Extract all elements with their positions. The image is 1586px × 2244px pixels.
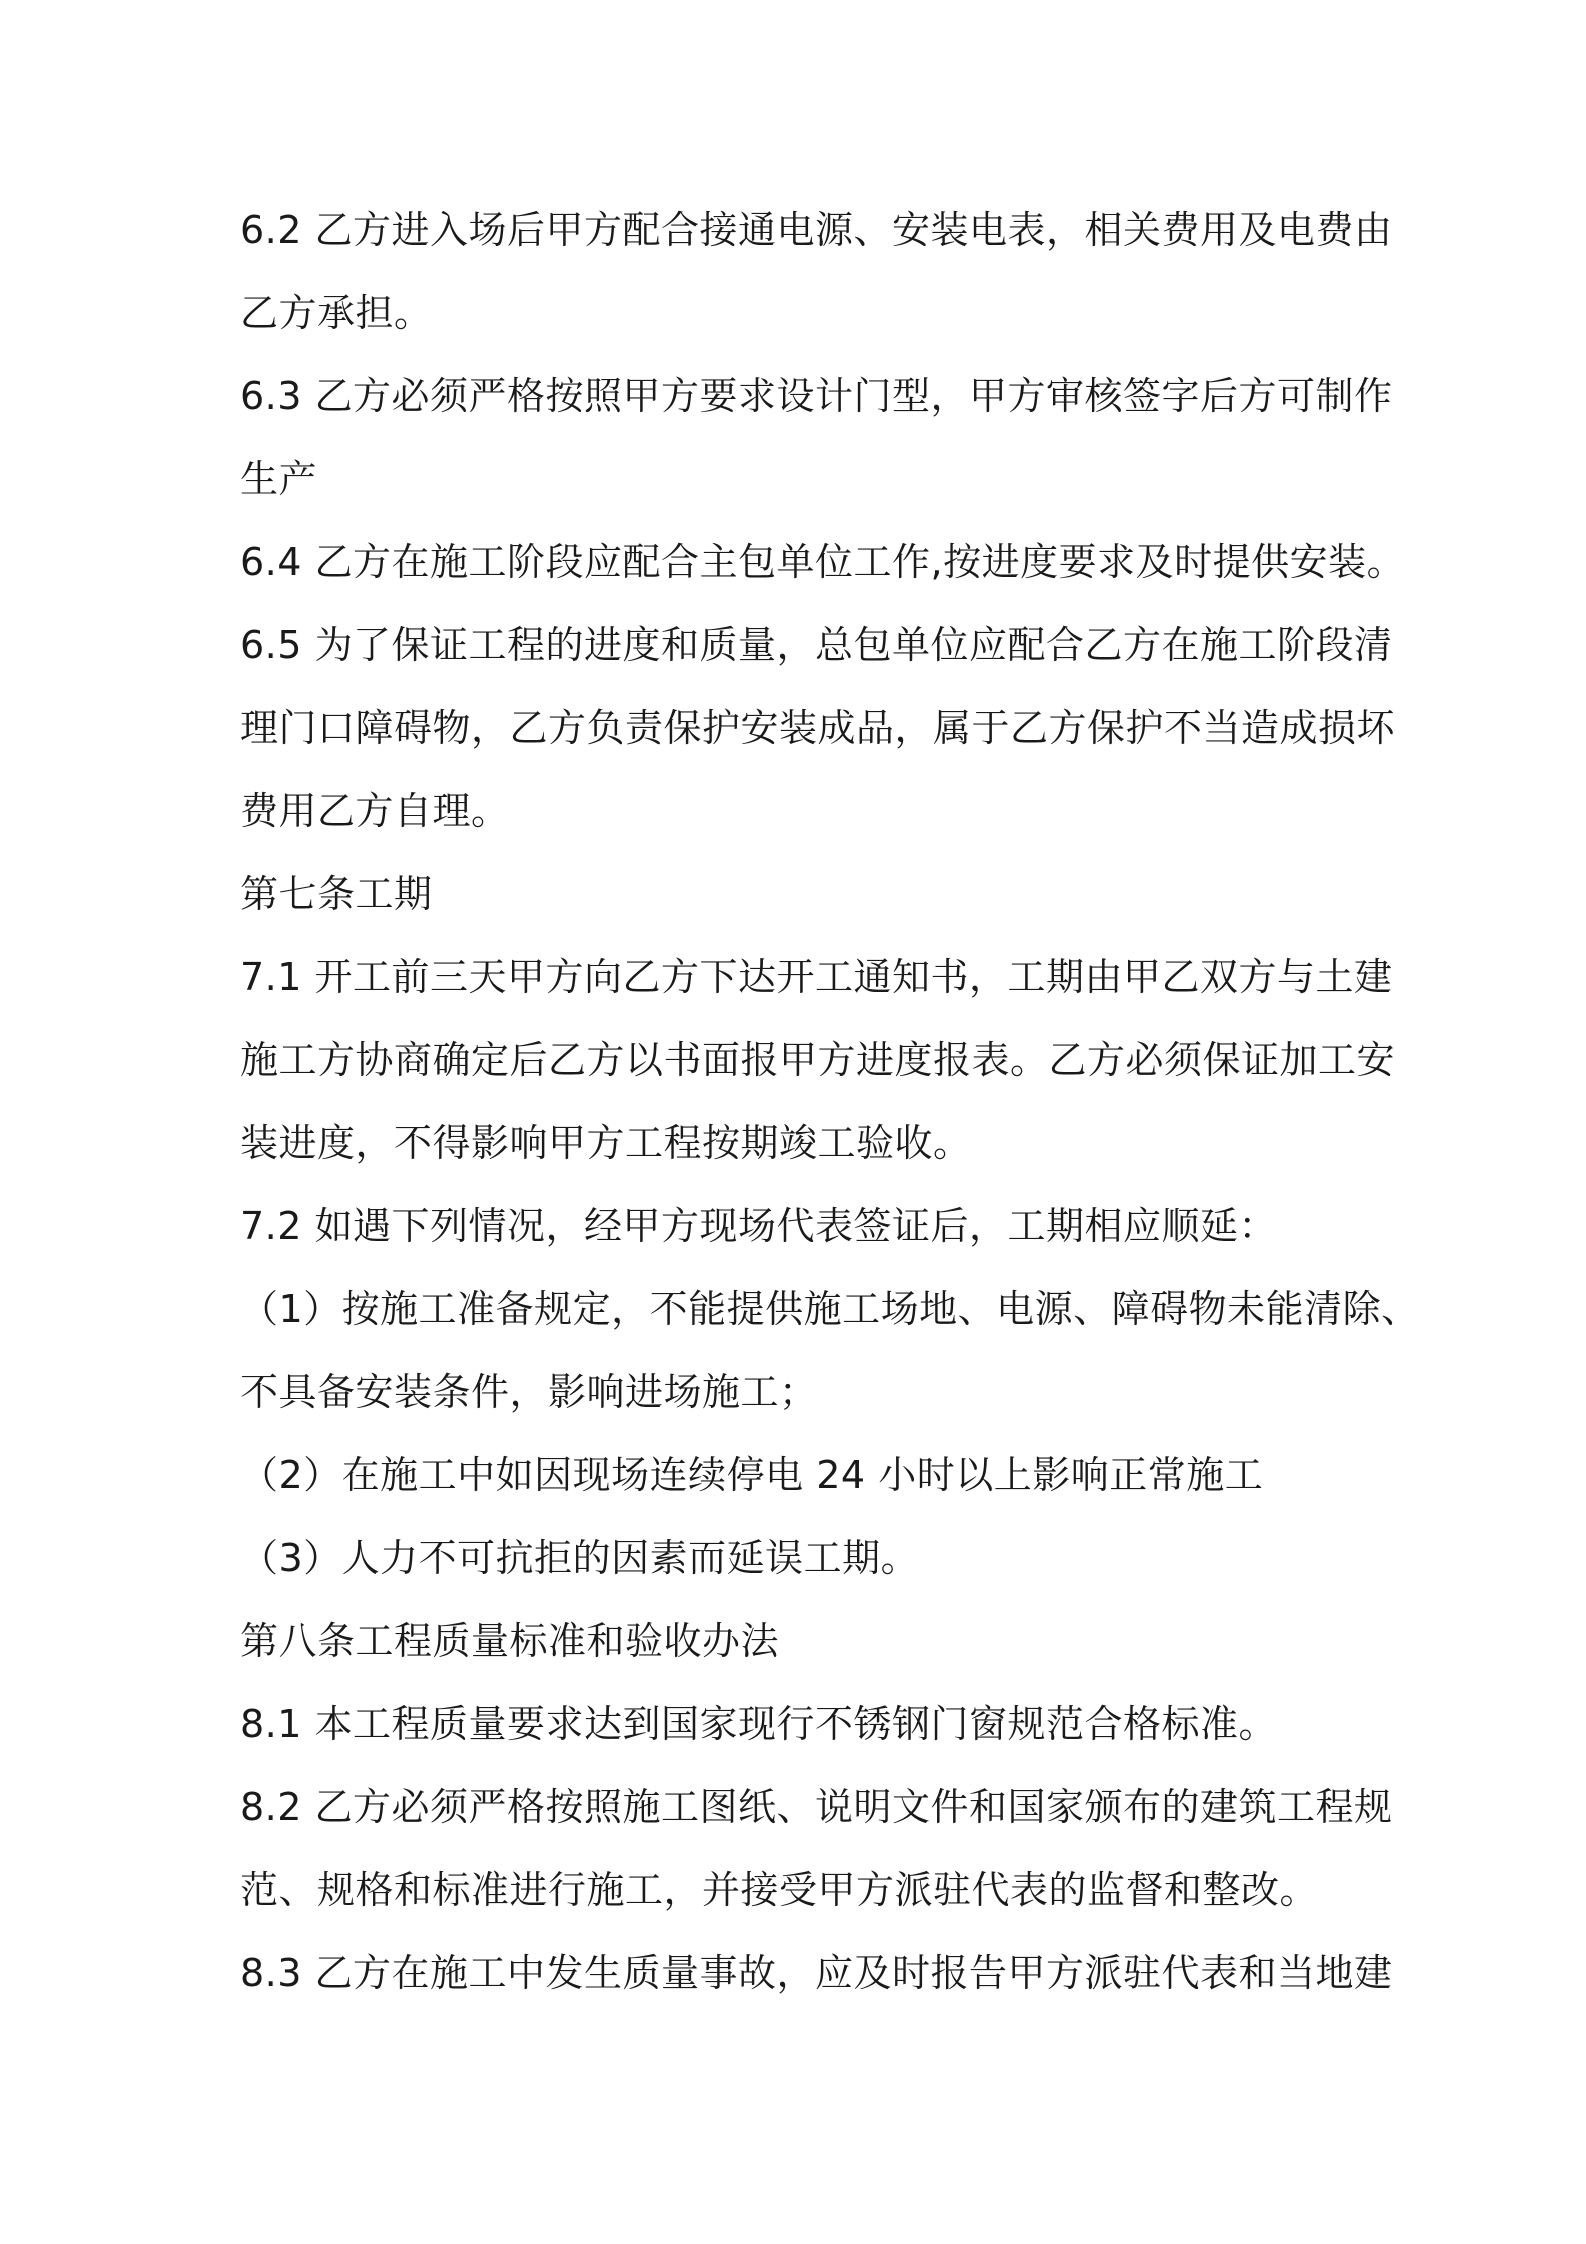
clause-7-1-line-3: 装进度，不得影响甲方工程按期竣工验收。 [240, 1121, 972, 1165]
clause-7-2-item-1-line-2: 不具备安装条件，影响进场施工； [240, 1370, 818, 1414]
clause-8-1-line-1: 8.1 本工程质量要求达到国家现行不锈钢门窗规范合格标准。 [240, 1702, 1278, 1746]
clause-7-2-item-2: （2）在施工中如因现场连续停电 24 小时以上影响正常施工 [240, 1453, 1264, 1497]
clause-8-3-line-1: 8.3 乙方在施工中发生质量事故，应及时报告甲方派驻代表和当地建 [240, 1951, 1393, 1995]
clause-7-2-item-3: （3）人力不可抗拒的因素而延误工期。 [240, 1536, 920, 1580]
clause-8-2-line-2: 范、规格和标准进行施工，并接受甲方派驻代表的监督和整改。 [240, 1868, 1319, 1912]
clause-7-2-item-1-line-1: （1）按施工准备规定，不能提供施工场地、电源、障碍物未能清除、 [240, 1287, 1420, 1331]
section-8-heading: 第八条工程质量标准和验收办法 [240, 1619, 780, 1663]
clause-6-5-line-3: 费用乙方自理。 [240, 789, 510, 833]
clause-7-1-line-1: 7.1 开工前三天甲方向乙方下达开工通知书，工期由甲乙双方与土建 [240, 955, 1393, 999]
clause-6-5-line-2: 理门口障碍物，乙方负责保护安装成品，属于乙方保护不当造成损坏 [240, 706, 1396, 750]
clause-6-2-line-1: 6.2 乙方进入场后甲方配合接通电源、安装电表，相关费用及电费由 [240, 208, 1393, 252]
clause-6-2-line-2: 乙方承担。 [240, 291, 433, 335]
clause-6-3-line-1: 6.3 乙方必须严格按照甲方要求设计门型，甲方审核签字后方可制作 [240, 374, 1393, 418]
clause-7-2-line-1: 7.2 如遇下列情况，经甲方现场代表签证后，工期相应顺延： [240, 1204, 1278, 1248]
clause-7-1-line-2: 施工方协商确定后乙方以书面报甲方进度报表。乙方必须保证加工安 [240, 1038, 1396, 1082]
clause-6-4-line-1: 6.4 乙方在施工阶段应配合主包单位工作,按进度要求及时提供安装。 [240, 540, 1406, 584]
clause-8-2-line-1: 8.2 乙方必须严格按照施工图纸、说明文件和国家颁布的建筑工程规 [240, 1785, 1393, 1829]
section-7-heading: 第七条工期 [240, 872, 433, 916]
clause-6-3-line-2: 生产 [240, 457, 318, 501]
clause-6-5-line-1: 6.5 为了保证工程的进度和质量，总包单位应配合乙方在施工阶段清 [240, 623, 1393, 667]
